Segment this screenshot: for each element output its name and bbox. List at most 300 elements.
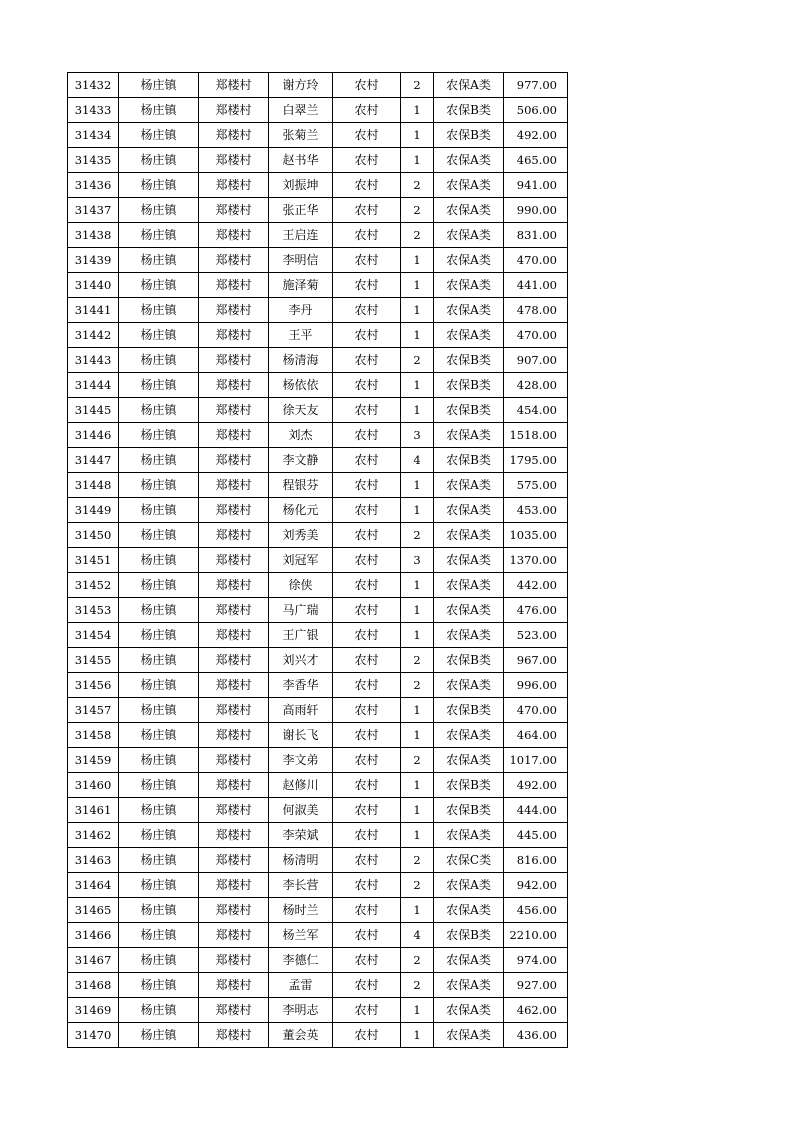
amount-cell: 436.00 <box>504 1023 568 1048</box>
household-size-cell: 1 <box>401 373 434 398</box>
name-cell: 何淑美 <box>269 798 333 823</box>
table-row <box>68 448 568 473</box>
record-id-cell: 31468 <box>68 973 119 998</box>
town-cell: 杨庄镇 <box>119 498 199 523</box>
household-size-cell: 2 <box>401 873 434 898</box>
record-id-cell: 31465 <box>68 898 119 923</box>
name-cell: 李荣斌 <box>269 823 333 848</box>
table-row <box>68 348 568 373</box>
town-cell: 杨庄镇 <box>119 673 199 698</box>
area-type-cell: 农村 <box>333 723 401 748</box>
record-id-cell: 31458 <box>68 723 119 748</box>
area-type-cell: 农村 <box>333 223 401 248</box>
area-type-cell: 农村 <box>333 98 401 123</box>
table-row <box>68 473 568 498</box>
town-cell: 杨庄镇 <box>119 98 199 123</box>
name-cell: 杨依依 <box>269 373 333 398</box>
record-id-cell: 31453 <box>68 598 119 623</box>
table-row <box>68 573 568 598</box>
area-type-cell: 农村 <box>333 248 401 273</box>
insurance-type-cell: 农保A类 <box>434 298 504 323</box>
name-cell: 白翠兰 <box>269 98 333 123</box>
insurance-type-cell: 农保A类 <box>434 823 504 848</box>
record-id-cell: 31450 <box>68 523 119 548</box>
name-cell: 刘振坤 <box>269 173 333 198</box>
insurance-type-cell: 农保A类 <box>434 948 504 973</box>
name-cell: 王广银 <box>269 623 333 648</box>
amount-cell: 442.00 <box>504 573 568 598</box>
household-size-cell: 4 <box>401 923 434 948</box>
town-cell: 杨庄镇 <box>119 398 199 423</box>
household-size-cell: 2 <box>401 973 434 998</box>
insurance-type-cell: 农保C类 <box>434 848 504 873</box>
table-row <box>68 598 568 623</box>
name-cell: 谢长飞 <box>269 723 333 748</box>
area-type-cell: 农村 <box>333 1023 401 1048</box>
insurance-type-cell: 农保A类 <box>434 273 504 298</box>
town-cell: 杨庄镇 <box>119 248 199 273</box>
household-size-cell: 1 <box>401 248 434 273</box>
records-body <box>68 73 568 1048</box>
amount-cell: 523.00 <box>504 623 568 648</box>
record-id-cell: 31440 <box>68 273 119 298</box>
village-cell: 郑楼村 <box>199 373 269 398</box>
town-cell: 杨庄镇 <box>119 223 199 248</box>
table-row <box>68 398 568 423</box>
area-type-cell: 农村 <box>333 448 401 473</box>
area-type-cell: 农村 <box>333 698 401 723</box>
insurance-type-cell: 农保A类 <box>434 1023 504 1048</box>
table-row <box>68 373 568 398</box>
village-cell: 郑楼村 <box>199 598 269 623</box>
record-id-cell: 31445 <box>68 398 119 423</box>
village-cell: 郑楼村 <box>199 698 269 723</box>
area-type-cell: 农村 <box>333 573 401 598</box>
amount-cell: 575.00 <box>504 473 568 498</box>
town-cell: 杨庄镇 <box>119 573 199 598</box>
insurance-type-cell: 农保B类 <box>434 398 504 423</box>
area-type-cell: 农村 <box>333 198 401 223</box>
household-size-cell: 2 <box>401 73 434 98</box>
household-size-cell: 2 <box>401 523 434 548</box>
area-type-cell: 农村 <box>333 973 401 998</box>
household-size-cell: 3 <box>401 548 434 573</box>
town-cell: 杨庄镇 <box>119 173 199 198</box>
amount-cell: 1370.00 <box>504 548 568 573</box>
record-id-cell: 31454 <box>68 623 119 648</box>
town-cell: 杨庄镇 <box>119 598 199 623</box>
town-cell: 杨庄镇 <box>119 198 199 223</box>
table-row <box>68 848 568 873</box>
insurance-type-cell: 农保B类 <box>434 98 504 123</box>
village-cell: 郑楼村 <box>199 923 269 948</box>
record-id-cell: 31466 <box>68 923 119 948</box>
table-row <box>68 773 568 798</box>
household-size-cell: 4 <box>401 448 434 473</box>
amount-cell: 907.00 <box>504 348 568 373</box>
area-type-cell: 农村 <box>333 773 401 798</box>
household-size-cell: 2 <box>401 173 434 198</box>
town-cell: 杨庄镇 <box>119 798 199 823</box>
area-type-cell: 农村 <box>333 823 401 848</box>
town-cell: 杨庄镇 <box>119 948 199 973</box>
record-id-cell: 31463 <box>68 848 119 873</box>
name-cell: 刘秀美 <box>269 523 333 548</box>
table-row <box>68 173 568 198</box>
insurance-type-cell: 农保B类 <box>434 798 504 823</box>
amount-cell: 445.00 <box>504 823 568 848</box>
record-id-cell: 31432 <box>68 73 119 98</box>
name-cell: 赵修川 <box>269 773 333 798</box>
amount-cell: 990.00 <box>504 198 568 223</box>
name-cell: 孟雷 <box>269 973 333 998</box>
name-cell: 李香华 <box>269 673 333 698</box>
household-size-cell: 1 <box>401 773 434 798</box>
name-cell: 马广瑞 <box>269 598 333 623</box>
name-cell: 谢方玲 <box>269 73 333 98</box>
town-cell: 杨庄镇 <box>119 923 199 948</box>
amount-cell: 441.00 <box>504 273 568 298</box>
area-type-cell: 农村 <box>333 623 401 648</box>
area-type-cell: 农村 <box>333 498 401 523</box>
village-cell: 郑楼村 <box>199 898 269 923</box>
amount-cell: 1035.00 <box>504 523 568 548</box>
record-id-cell: 31470 <box>68 1023 119 1048</box>
village-cell: 郑楼村 <box>199 673 269 698</box>
record-id-cell: 31461 <box>68 798 119 823</box>
area-type-cell: 农村 <box>333 998 401 1023</box>
household-size-cell: 1 <box>401 898 434 923</box>
record-id-cell: 31443 <box>68 348 119 373</box>
amount-cell: 470.00 <box>504 323 568 348</box>
table-row <box>68 898 568 923</box>
amount-cell: 1518.00 <box>504 423 568 448</box>
village-cell: 郑楼村 <box>199 873 269 898</box>
record-id-cell: 31467 <box>68 948 119 973</box>
household-size-cell: 1 <box>401 798 434 823</box>
record-id-cell: 31455 <box>68 648 119 673</box>
amount-cell: 470.00 <box>504 248 568 273</box>
amount-cell: 816.00 <box>504 848 568 873</box>
town-cell: 杨庄镇 <box>119 323 199 348</box>
insurance-type-cell: 农保A类 <box>434 223 504 248</box>
amount-cell: 454.00 <box>504 398 568 423</box>
town-cell: 杨庄镇 <box>119 973 199 998</box>
table-row <box>68 698 568 723</box>
insurance-type-cell: 农保B类 <box>434 698 504 723</box>
table-row <box>68 198 568 223</box>
insurance-type-cell: 农保A类 <box>434 498 504 523</box>
village-cell: 郑楼村 <box>199 273 269 298</box>
town-cell: 杨庄镇 <box>119 698 199 723</box>
records-table <box>67 72 568 1048</box>
insurance-type-cell: 农保B类 <box>434 348 504 373</box>
amount-cell: 456.00 <box>504 898 568 923</box>
record-id-cell: 31448 <box>68 473 119 498</box>
table-row <box>68 548 568 573</box>
amount-cell: 464.00 <box>504 723 568 748</box>
name-cell: 王平 <box>269 323 333 348</box>
amount-cell: 927.00 <box>504 973 568 998</box>
area-type-cell: 农村 <box>333 748 401 773</box>
record-id-cell: 31444 <box>68 373 119 398</box>
table-row <box>68 923 568 948</box>
town-cell: 杨庄镇 <box>119 773 199 798</box>
table-row <box>68 973 568 998</box>
area-type-cell: 农村 <box>333 323 401 348</box>
area-type-cell: 农村 <box>333 948 401 973</box>
area-type-cell: 农村 <box>333 373 401 398</box>
insurance-type-cell: 农保B类 <box>434 648 504 673</box>
amount-cell: 470.00 <box>504 698 568 723</box>
household-size-cell: 1 <box>401 698 434 723</box>
insurance-type-cell: 农保A类 <box>434 723 504 748</box>
record-id-cell: 31451 <box>68 548 119 573</box>
household-size-cell: 1 <box>401 273 434 298</box>
record-id-cell: 31434 <box>68 123 119 148</box>
village-cell: 郑楼村 <box>199 448 269 473</box>
village-cell: 郑楼村 <box>199 823 269 848</box>
name-cell: 杨时兰 <box>269 898 333 923</box>
household-size-cell: 1 <box>401 98 434 123</box>
village-cell: 郑楼村 <box>199 223 269 248</box>
record-id-cell: 31459 <box>68 748 119 773</box>
insurance-type-cell: 农保A类 <box>434 473 504 498</box>
table-row <box>68 873 568 898</box>
record-id-cell: 31437 <box>68 198 119 223</box>
amount-cell: 478.00 <box>504 298 568 323</box>
area-type-cell: 农村 <box>333 598 401 623</box>
name-cell: 程银芬 <box>269 473 333 498</box>
table-row <box>68 273 568 298</box>
area-type-cell: 农村 <box>333 473 401 498</box>
household-size-cell: 2 <box>401 748 434 773</box>
record-id-cell: 31447 <box>68 448 119 473</box>
insurance-type-cell: 农保A类 <box>434 898 504 923</box>
area-type-cell: 农村 <box>333 923 401 948</box>
area-type-cell: 农村 <box>333 898 401 923</box>
household-size-cell: 2 <box>401 848 434 873</box>
table-row <box>68 498 568 523</box>
area-type-cell: 农村 <box>333 673 401 698</box>
household-size-cell: 1 <box>401 1023 434 1048</box>
village-cell: 郑楼村 <box>199 73 269 98</box>
town-cell: 杨庄镇 <box>119 998 199 1023</box>
amount-cell: 1795.00 <box>504 448 568 473</box>
town-cell: 杨庄镇 <box>119 548 199 573</box>
record-id-cell: 31436 <box>68 173 119 198</box>
name-cell: 张菊兰 <box>269 123 333 148</box>
town-cell: 杨庄镇 <box>119 273 199 298</box>
record-id-cell: 31438 <box>68 223 119 248</box>
name-cell: 李文静 <box>269 448 333 473</box>
record-id-cell: 31460 <box>68 773 119 798</box>
insurance-type-cell: 农保A类 <box>434 623 504 648</box>
area-type-cell: 农村 <box>333 398 401 423</box>
area-type-cell: 农村 <box>333 798 401 823</box>
record-id-cell: 31439 <box>68 248 119 273</box>
town-cell: 杨庄镇 <box>119 348 199 373</box>
name-cell: 徐侠 <box>269 573 333 598</box>
amount-cell: 506.00 <box>504 98 568 123</box>
town-cell: 杨庄镇 <box>119 373 199 398</box>
name-cell: 赵书华 <box>269 148 333 173</box>
household-size-cell: 1 <box>401 398 434 423</box>
village-cell: 郑楼村 <box>199 173 269 198</box>
area-type-cell: 农村 <box>333 873 401 898</box>
village-cell: 郑楼村 <box>199 123 269 148</box>
village-cell: 郑楼村 <box>199 848 269 873</box>
insurance-type-cell: 农保A类 <box>434 73 504 98</box>
table-row <box>68 623 568 648</box>
town-cell: 杨庄镇 <box>119 848 199 873</box>
village-cell: 郑楼村 <box>199 573 269 598</box>
amount-cell: 492.00 <box>504 773 568 798</box>
town-cell: 杨庄镇 <box>119 823 199 848</box>
name-cell: 张正华 <box>269 198 333 223</box>
area-type-cell: 农村 <box>333 348 401 373</box>
household-size-cell: 1 <box>401 823 434 848</box>
table-row <box>68 823 568 848</box>
village-cell: 郑楼村 <box>199 98 269 123</box>
town-cell: 杨庄镇 <box>119 723 199 748</box>
area-type-cell: 农村 <box>333 273 401 298</box>
insurance-type-cell: 农保A类 <box>434 548 504 573</box>
insurance-type-cell: 农保A类 <box>434 173 504 198</box>
name-cell: 高雨轩 <box>269 698 333 723</box>
amount-cell: 492.00 <box>504 123 568 148</box>
area-type-cell: 农村 <box>333 648 401 673</box>
household-size-cell: 1 <box>401 598 434 623</box>
record-id-cell: 31464 <box>68 873 119 898</box>
village-cell: 郑楼村 <box>199 523 269 548</box>
amount-cell: 428.00 <box>504 373 568 398</box>
village-cell: 郑楼村 <box>199 998 269 1023</box>
name-cell: 杨化元 <box>269 498 333 523</box>
name-cell: 董会英 <box>269 1023 333 1048</box>
name-cell: 杨清明 <box>269 848 333 873</box>
village-cell: 郑楼村 <box>199 473 269 498</box>
household-size-cell: 2 <box>401 198 434 223</box>
amount-cell: 831.00 <box>504 223 568 248</box>
household-size-cell: 2 <box>401 348 434 373</box>
village-cell: 郑楼村 <box>199 648 269 673</box>
household-size-cell: 1 <box>401 148 434 173</box>
record-id-cell: 31452 <box>68 573 119 598</box>
town-cell: 杨庄镇 <box>119 473 199 498</box>
table-row <box>68 998 568 1023</box>
village-cell: 郑楼村 <box>199 798 269 823</box>
amount-cell: 977.00 <box>504 73 568 98</box>
name-cell: 杨兰军 <box>269 923 333 948</box>
town-cell: 杨庄镇 <box>119 873 199 898</box>
town-cell: 杨庄镇 <box>119 73 199 98</box>
table-row <box>68 723 568 748</box>
insurance-type-cell: 农保A类 <box>434 673 504 698</box>
table-row <box>68 798 568 823</box>
village-cell: 郑楼村 <box>199 298 269 323</box>
village-cell: 郑楼村 <box>199 548 269 573</box>
insurance-type-cell: 农保A类 <box>434 998 504 1023</box>
name-cell: 李丹 <box>269 298 333 323</box>
record-id-cell: 31442 <box>68 323 119 348</box>
table-row <box>68 73 568 98</box>
record-id-cell: 31456 <box>68 673 119 698</box>
table-row <box>68 1023 568 1048</box>
household-size-cell: 1 <box>401 123 434 148</box>
village-cell: 郑楼村 <box>199 948 269 973</box>
village-cell: 郑楼村 <box>199 748 269 773</box>
name-cell: 刘冠军 <box>269 548 333 573</box>
village-cell: 郑楼村 <box>199 348 269 373</box>
household-size-cell: 1 <box>401 998 434 1023</box>
name-cell: 刘杰 <box>269 423 333 448</box>
insurance-type-cell: 农保B类 <box>434 773 504 798</box>
name-cell: 李明志 <box>269 998 333 1023</box>
insurance-type-cell: 农保A类 <box>434 198 504 223</box>
name-cell: 李长营 <box>269 873 333 898</box>
household-size-cell: 1 <box>401 573 434 598</box>
area-type-cell: 农村 <box>333 123 401 148</box>
insurance-type-cell: 农保B类 <box>434 373 504 398</box>
amount-cell: 996.00 <box>504 673 568 698</box>
record-id-cell: 31435 <box>68 148 119 173</box>
household-size-cell: 2 <box>401 673 434 698</box>
village-cell: 郑楼村 <box>199 773 269 798</box>
amount-cell: 1017.00 <box>504 748 568 773</box>
table-row <box>68 523 568 548</box>
household-size-cell: 2 <box>401 948 434 973</box>
area-type-cell: 农村 <box>333 298 401 323</box>
table-row <box>68 223 568 248</box>
area-type-cell: 农村 <box>333 73 401 98</box>
record-id-cell: 31441 <box>68 298 119 323</box>
village-cell: 郑楼村 <box>199 248 269 273</box>
insurance-type-cell: 农保A类 <box>434 748 504 773</box>
village-cell: 郑楼村 <box>199 973 269 998</box>
amount-cell: 941.00 <box>504 173 568 198</box>
insurance-type-cell: 农保B类 <box>434 123 504 148</box>
household-size-cell: 1 <box>401 723 434 748</box>
insurance-type-cell: 农保B类 <box>434 448 504 473</box>
town-cell: 杨庄镇 <box>119 148 199 173</box>
village-cell: 郑楼村 <box>199 148 269 173</box>
amount-cell: 967.00 <box>504 648 568 673</box>
insurance-type-cell: 农保A类 <box>434 148 504 173</box>
household-size-cell: 3 <box>401 423 434 448</box>
name-cell: 李文弟 <box>269 748 333 773</box>
insurance-type-cell: 农保A类 <box>434 248 504 273</box>
village-cell: 郑楼村 <box>199 1023 269 1048</box>
record-id-cell: 31462 <box>68 823 119 848</box>
insurance-type-cell: 农保A类 <box>434 598 504 623</box>
table-row <box>68 948 568 973</box>
area-type-cell: 农村 <box>333 848 401 873</box>
town-cell: 杨庄镇 <box>119 298 199 323</box>
insurance-type-cell: 农保A类 <box>434 523 504 548</box>
town-cell: 杨庄镇 <box>119 523 199 548</box>
town-cell: 杨庄镇 <box>119 1023 199 1048</box>
insurance-type-cell: 农保A类 <box>434 873 504 898</box>
table-row <box>68 423 568 448</box>
town-cell: 杨庄镇 <box>119 748 199 773</box>
name-cell: 施泽菊 <box>269 273 333 298</box>
amount-cell: 2210.00 <box>504 923 568 948</box>
amount-cell: 462.00 <box>504 998 568 1023</box>
village-cell: 郑楼村 <box>199 498 269 523</box>
area-type-cell: 农村 <box>333 523 401 548</box>
town-cell: 杨庄镇 <box>119 898 199 923</box>
